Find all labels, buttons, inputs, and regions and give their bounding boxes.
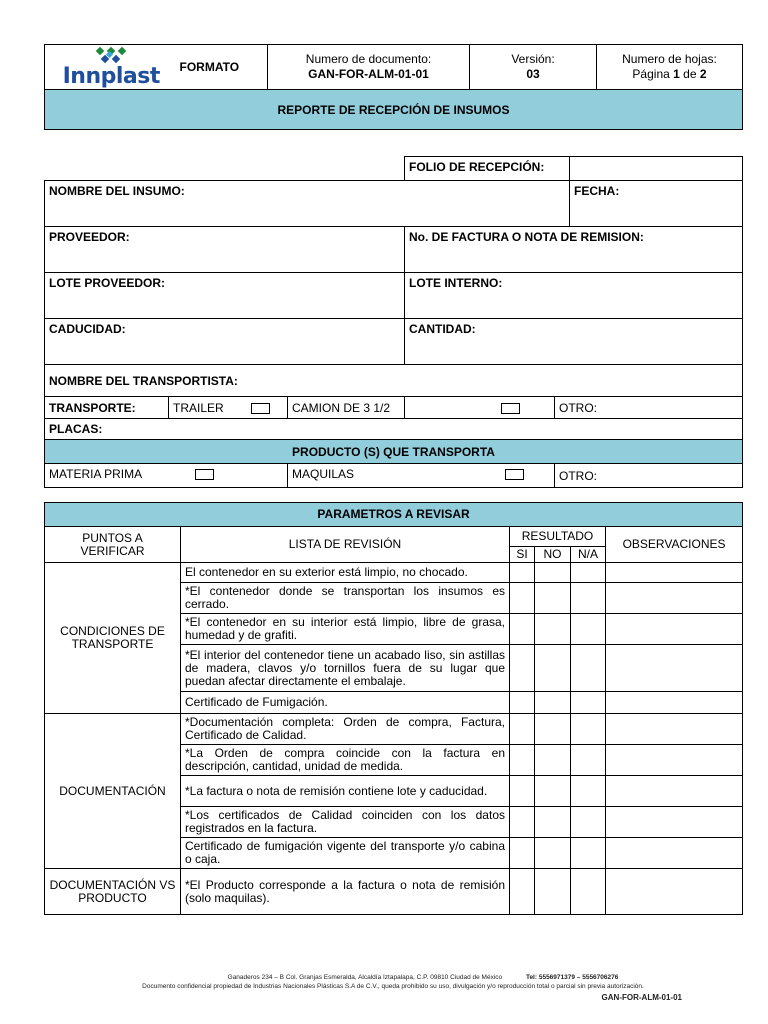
group-name: DOCUMENTACIÓN (45, 714, 181, 869)
header-table (44, 44, 743, 130)
col-resultado: RESULTADO (510, 527, 606, 547)
maquilas-label: MAQUILAS (288, 464, 405, 488)
reception-form (44, 156, 743, 488)
na-cell[interactable] (571, 614, 606, 645)
page-word: Página (632, 67, 670, 81)
si-cell[interactable] (510, 869, 535, 915)
observaciones-cell[interactable] (606, 869, 743, 915)
si-cell[interactable] (510, 563, 535, 583)
factura-field[interactable]: No. DE FACTURA O NOTA DE REMISION: (405, 227, 743, 273)
observaciones-cell[interactable] (606, 583, 743, 614)
na-cell[interactable] (571, 776, 606, 807)
lote-interno-field[interactable]: LOTE INTERNO: (405, 273, 743, 319)
na-cell[interactable] (571, 807, 606, 838)
checklist-item: *Documentación completa: Orden de compra, Factura, Certificado de Calidad. (181, 714, 510, 745)
group-name: CONDICIONES DE TRANSPORTE (45, 563, 181, 714)
logo-text: Innplast (62, 64, 160, 89)
col-si: SI (510, 547, 535, 563)
na-cell[interactable] (571, 645, 606, 692)
si-cell[interactable] (510, 583, 535, 614)
page-current: 1 (673, 67, 680, 81)
pages-value (597, 67, 742, 82)
checklist-table (44, 502, 743, 915)
checklist-item: *La factura o nota de remisión contiene lote y caducidad. (181, 776, 510, 807)
si-cell[interactable] (510, 645, 535, 692)
page-of: de (683, 67, 697, 81)
checklist-item: El contenedor en su exterior está limpio, no chocado. (181, 563, 510, 583)
no-cell[interactable] (535, 838, 571, 869)
checklist-item: *El contenedor donde se transportan los insumos es cerrado. (181, 583, 510, 614)
proveedor-field[interactable]: PROVEEDOR: (45, 227, 405, 273)
col-puntos: PUNTOS A VERIFICAR (45, 527, 181, 563)
maquilas-checkbox-cell (405, 464, 555, 488)
no-cell[interactable] (535, 563, 571, 583)
option-trailer (169, 397, 288, 419)
checklist-header: PARAMETROS A REVISAR (45, 503, 743, 527)
no-cell[interactable] (535, 714, 571, 745)
doc-number-value: GAN-FOR-ALM-01-01 (308, 67, 429, 81)
observaciones-cell[interactable] (606, 645, 743, 692)
no-cell[interactable] (535, 645, 571, 692)
lote-proveedor-field[interactable]: LOTE PROVEEDOR: (45, 273, 405, 319)
format-label: FORMATO (178, 45, 268, 90)
checklist-row (45, 869, 743, 915)
checklist-item: *La Orden de compra coincide con la factura en descripción, cantidad, unidad de medida. (181, 745, 510, 776)
na-cell[interactable] (571, 563, 606, 583)
company-logo (45, 46, 178, 88)
checklist-item: *El Producto corresponde a la factura o nota de remisión (solo maquilas). (181, 869, 510, 915)
version-label: Versión: (511, 52, 555, 66)
checklist-item: Certificado de fumigación vigente del transporte y/o cabina o caja. (181, 838, 510, 869)
checklist-row (45, 563, 743, 583)
observaciones-cell[interactable] (606, 614, 743, 645)
observaciones-cell[interactable] (606, 776, 743, 807)
no-cell[interactable] (535, 745, 571, 776)
logo-icon (92, 46, 130, 66)
no-cell[interactable] (535, 583, 571, 614)
trailer-label: TRAILER (173, 400, 224, 415)
na-cell[interactable] (571, 583, 606, 614)
observaciones-cell[interactable] (606, 838, 743, 869)
footer (44, 973, 742, 1002)
camion-label: CAMION DE 3 1/2 (292, 400, 391, 415)
na-cell[interactable] (571, 692, 606, 714)
transportista-field[interactable]: NOMBRE DEL TRANSPORTISTA: (45, 365, 743, 397)
camion-checkbox[interactable] (501, 403, 520, 414)
no-cell[interactable] (535, 869, 571, 915)
logo-cell (45, 45, 178, 90)
no-cell[interactable] (535, 776, 571, 807)
col-observaciones: OBSERVACIONES (606, 527, 743, 563)
page-total: 2 (699, 67, 707, 81)
pages-label: Numero de hojas: (622, 52, 717, 66)
observaciones-cell[interactable] (606, 692, 743, 714)
caducidad-field[interactable]: CADUCIDAD: (45, 319, 405, 365)
col-lista: LISTA DE REVISIÓN (181, 527, 510, 563)
fecha-field[interactable]: FECHA: (570, 181, 743, 227)
no-cell[interactable] (535, 807, 571, 838)
trailer-checkbox[interactable] (251, 403, 270, 414)
otro-transporte-field[interactable]: OTRO: (555, 397, 743, 419)
no-cell[interactable] (535, 692, 571, 714)
materia-prima-label: MATERIA PRIMA (45, 464, 169, 488)
si-cell[interactable] (510, 838, 535, 869)
observaciones-cell[interactable] (606, 563, 743, 583)
materia-prima-checkbox[interactable] (195, 469, 214, 480)
footer-confidential: Documento confidencial propiedad de Industrias Nacionales Plásticas S.A de C.V., queda prohibido su uso, divulgación y/o reproducción total o parcial sin previa autorización. (142, 983, 644, 990)
na-cell[interactable] (571, 838, 606, 869)
doc-number-label: Numero de documento: (305, 52, 432, 66)
footer-address: Ganaderos 234 – B Col. Granjas Esmeralda, Alcaldía Iztapalapa, C.P. 09810 Ciudad de México (227, 974, 503, 981)
placas-field[interactable]: PLACAS: (45, 419, 743, 440)
checklist-row (45, 714, 743, 745)
na-cell[interactable] (571, 714, 606, 745)
col-no: NO (535, 547, 571, 563)
si-cell[interactable] (510, 714, 535, 745)
producto-header: PRODUCTO (S) QUE TRANSPORTA (45, 440, 743, 464)
checklist-item: *El contenedor en su interior está limpio, libre de grasa, humedad y de grafiti. (181, 614, 510, 645)
checklist-item: *El interior del contenedor tiene un acabado liso, sin astillas de madera, clavos y/o tornillos fuera de su lugar que puedan afectar directamente el embalaje. (181, 645, 510, 692)
pages-cell (597, 45, 743, 90)
footer-code: GAN-FOR-ALM-01-01 (601, 993, 682, 1002)
option-camion (288, 397, 405, 419)
version-cell (470, 45, 597, 90)
checklist-item: *Los certificados de Calidad coinciden con los datos registrados en la factura. (181, 807, 510, 838)
checklist-item: Certificado de Fumigación. (181, 692, 510, 714)
si-cell[interactable] (510, 745, 535, 776)
na-cell[interactable] (571, 745, 606, 776)
camion-checkbox-cell (405, 397, 555, 419)
cantidad-field[interactable]: CANTIDAD: (405, 319, 743, 365)
doc-number-cell (268, 45, 470, 90)
observaciones-cell[interactable] (606, 714, 743, 745)
folio-value[interactable] (570, 157, 743, 181)
no-cell[interactable] (535, 614, 571, 645)
document-title: REPORTE DE RECEPCIÓN DE INSUMOS (45, 90, 743, 130)
observaciones-cell[interactable] (606, 807, 743, 838)
col-na: N/A (571, 547, 606, 563)
observaciones-cell[interactable] (606, 745, 743, 776)
footer-phone: Tel: 5556971379 – 5556706276 (525, 974, 619, 981)
footer-address-line (44, 973, 742, 982)
na-cell[interactable] (571, 869, 606, 915)
group-name: DOCUMENTACIÓN VS PRODUCTO (45, 869, 181, 915)
si-cell[interactable] (510, 614, 535, 645)
materia-prima-checkbox-cell (169, 464, 288, 488)
transporte-label: TRANSPORTE: (45, 397, 169, 419)
folio-label: FOLIO DE RECEPCIÓN: (405, 157, 570, 181)
version-value: 03 (526, 67, 540, 81)
si-cell[interactable] (510, 776, 535, 807)
nombre-insumo-field[interactable]: NOMBRE DEL INSUMO: (45, 181, 570, 227)
si-cell[interactable] (510, 807, 535, 838)
maquilas-checkbox[interactable] (505, 469, 524, 480)
otro-producto-field[interactable]: OTRO: (555, 464, 743, 488)
si-cell[interactable] (510, 692, 535, 714)
